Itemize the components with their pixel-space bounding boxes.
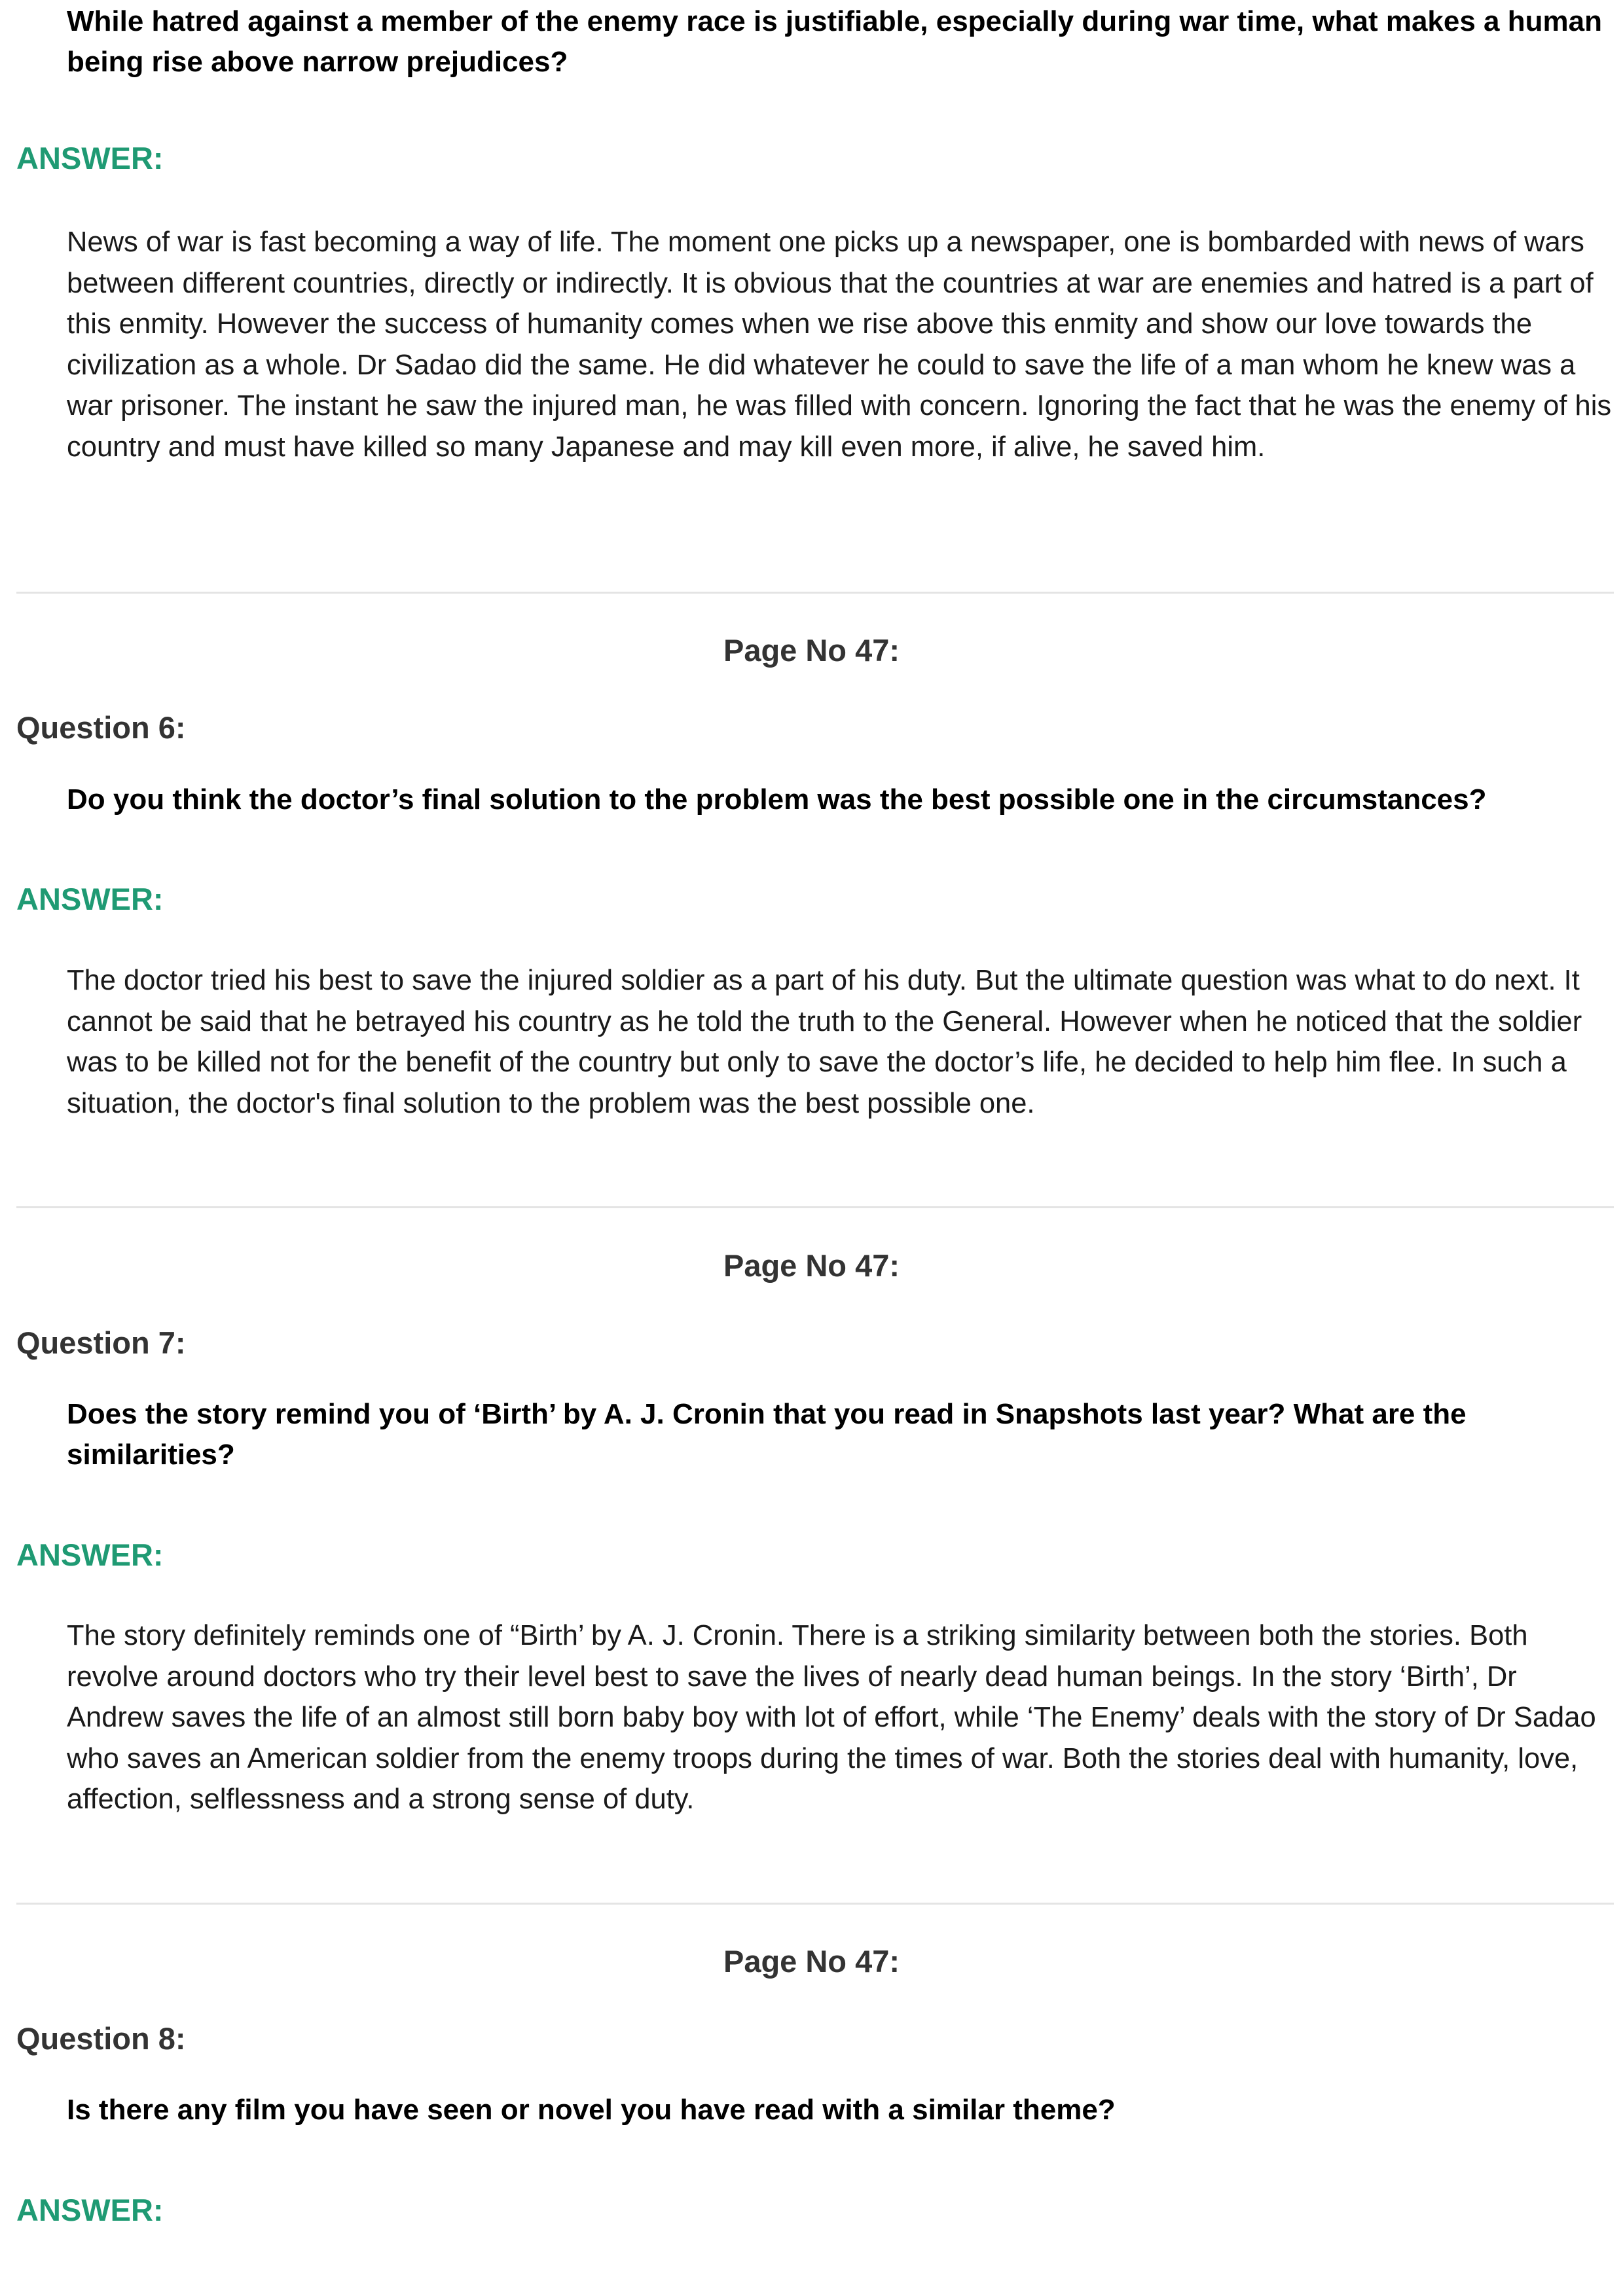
page-number-label: Page No 47: <box>723 633 900 668</box>
question-8-text: Is there any film you have seen or novel you have read with a similar theme? <box>67 2094 1116 2126</box>
question-7-label: Question 7: <box>16 1325 186 1360</box>
section-divider <box>16 592 1614 594</box>
question-6-text: Do you think the doctor’s final solution to the problem was the best possible one in the circumstances? <box>67 783 1487 816</box>
answer-5-text: News of war is fast becoming a way of life. The moment one picks up a newspaper, one is bombarded with news of wars between different countries, directly or indirectly. It is obvious that the countries at war are enemies and hatred is a part of this enmity. However the success of humanity comes when we rise above this enmity and show our love towards the civilization as a whole. Dr Sadao did the same. He did whatever he could to save the life of a man whom he knew was a war prisoner. The instant he saw the injured man, he was filled with concern. Ignoring the fact that he was the enemy of his country and must have killed so many Japanese and may kill even more, if alive, he saved him. <box>67 226 1612 463</box>
answer-label-6: ANSWER: <box>16 882 164 916</box>
section-divider <box>16 1206 1614 1208</box>
question-8-label: Question 8: <box>16 2021 186 2056</box>
question-6-label: Question 6: <box>16 710 186 745</box>
answer-7-text: The story definitely reminds one of “Birth’ by A. J. Cronin. There is a striking similarity between both the stories. Both revolve around doctors who try their level best to save the lives of nearly dead human beings. In the story ‘Birth’, Dr Andrew saves the life of an almost still born baby boy with lot of effort, while ‘The Enemy’ deals with the story of Dr Sadao who saves an American soldier from the enemy troops during the times of war. Both the stories deal with humanity, love, affection, selflessness and a strong sense of duty. <box>67 1620 1596 1815</box>
page-number-label: Page No 47: <box>723 1248 900 1283</box>
question-7-text: Does the story remind you of ‘Birth’ by A. J. Cronin that you read in Snapshots last year? What are the similarities? <box>67 1398 1467 1471</box>
page-number-label: Page No 47: <box>723 1944 900 1979</box>
answer-6-text: The doctor tried his best to save the injured soldier as a part of his duty. But the ultimate question was what to do next. It cannot be said that he betrayed his country as he told the truth to the General. However when he noticed that the soldier was to be killed not for the benefit of the country but only to save the doctor’s life, he decided to help him flee. In such a situation, the doctor's final solution to the problem was the best possible one. <box>67 965 1582 1119</box>
answer-label-7: ANSWER: <box>16 1537 164 1572</box>
question-5-text: While hatred against a member of the enemy race is justifiable, especially during war time, what makes a human being rise above narrow prejudices? <box>67 5 1602 78</box>
answer-label-5: ANSWER: <box>16 141 164 175</box>
answer-label-8: ANSWER: <box>16 2193 164 2227</box>
section-divider <box>16 1903 1614 1905</box>
